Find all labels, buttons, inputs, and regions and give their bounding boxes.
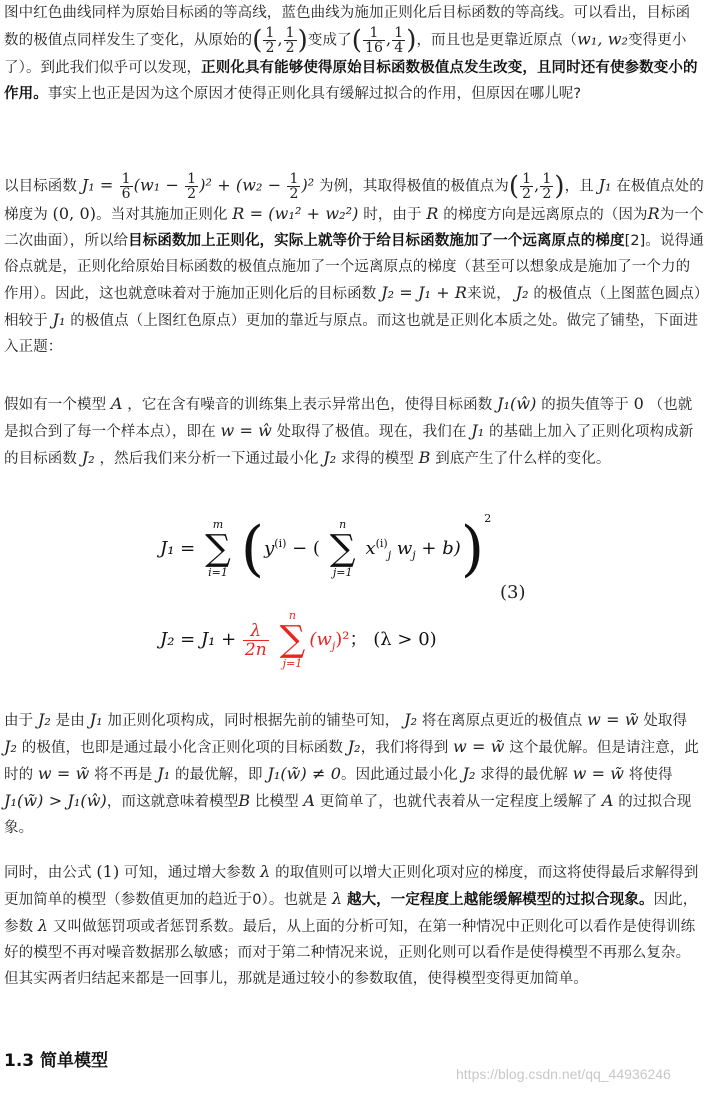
bold-conclusion: 正则化具有能够使得原始目标函数极值点发生改变，且同时还有使参数变小的作用。 <box>4 60 698 102</box>
bold-lambda-claim: 越大，一定程度上越能缓解模型的过拟合现象。 <box>346 892 654 908</box>
paragraph-model-a: 假如有一个模型 A ，它在含有噪音的训练集上表示异常出色，使得目标函数 J₁(ŵ) 的损失值等于 0 （也就是拟合到了每一个样本点），即在 w = ŵ 处取得了极值。现在，我们在 J₁ 的基础上加入了正则化项构成新的目标函数 J₂ ，然后我们来分析一下通过最小化 J₂ 求得的模型 B 到底产生了什么样的变化。 <box>4 394 694 467</box>
fraction: $\frac{1}{2}$ <box>265 25 275 56</box>
watermark: https://blog.csdn.net/qq_44936246 <box>456 1066 671 1082</box>
paragraph-lambda: 同时，由公式 (1) 可知，通过增大参数 λ 的取值则可以增大正则化项对应的梯度，而这将使得最后求解得到更加简单的模型（参数值更加的趋近于0）。也就是 λ 越大，一定程度上越能缓解模型的过拟合现象。因此，参数 λ 又叫做惩罚项或者惩罚系数。最后，从上面的分析可知，在第一种情况中正则化可以看作是使得训练好的模型不再对噪音数据那么敏感；而对于第二种情况来说，正则化则可以看作是使得模型不再那么复杂。但其实两者归结起来都是一回事儿，那就是通过较小的参数取值，使得模型变得更加简单。 <box>4 862 699 987</box>
bold-gradient-claim: 目标函数加上正则化，实际上就等价于给目标函数施加了一个远离原点的梯度 <box>128 233 625 249</box>
section-heading: 1.3 简单模型 <box>4 1051 109 1071</box>
paragraph-contour-change: 图中红色曲线同样为原始目标函的等高线，蓝色曲线为施加正则化后目标函数的等高线。可以看出，目标函数的极值点同样发生了变化，从原始的( $\frac{1}{2}$ , $\frac{1}{2}$ )变成了( $\frac{1}{16}$ , $\frac{1}{4}$ )，而且也是更靠近原点（w₁, w₂变得更小了）。到此我们似乎可以发现，正则化具有能够使得原始目标函数极值点发生改变，且同时还有使参数变小的作用。事实上也正是因为这个原因才使得正则化具有缓解过拟合的作用，但原因在哪儿呢? <box>4 5 698 102</box>
paragraph-example-objective: 以目标函数 J₁ = $\frac{1}{6}$ (w₁ − $\frac{1}{2}$ )² + (w₂ − $\frac{1}{2}$ )² 为例，其取得极值的极值点为( $\frac{1}{2}$ , $\frac{1}{2}$ )，且 J₁ 在极值点处的梯度为 (0, 0)。当对其施加正则化 R = (w₁² + w₂²) 时，由于 R 的梯度方向是远离原点的（因为R为一个二次曲面），所以给目标函数加上正则化，实际上就等价于给目标函数施加了一个远离原点的梯度[2]。说得通俗点就是，正则化给原始目标函数的极值点施加了一个远离原点的梯度（甚至可以想象成是施加了一个力的作用）。因此，这也就意味着对于施加正则化后的目标函数 J₂ = J₁ + R来说， J₂ 的极值点（上图蓝色圆点）相较于 J₁ 的极值点（上图红色原点）更加的靠近与原点。而这也就是正则化本质之处。做完了铺垫，下面进入正题： <box>4 171 704 355</box>
summation-symbol: n ∑ j=1 <box>329 518 356 579</box>
equation-j1: J₁ = m ∑ i=1 ($y^{(i)}$ − ( n ∑ j=1 $x^{(i)}_j$ $w_j + b))^2$ <box>160 512 492 584</box>
paragraph-j2-minimum: 由于 J₂ 是由 J₁ 加正则化项构成，同时根据先前的铺垫可知， J₂ 将在离原点更近的极值点 w = w̃ 处取得 J₂ 的极值，也即是通过最小化含正则化项的目标函数 J₂，我们将得到 w = w̃ 这个最优解。但是请注意，此时的 w = w̃ 将不再是 J₁ 的最优解，即 J₁(w̃) ≠ 0。因此通过最小化 J₂ 求得的最优解 w = w̃ 将使得 J₁(w̃) > J₁(ŵ)，而这就意味着模型B 比模型 A 更简单了，也就代表着从一定程度上缓解了 A 的过拟合现象。 <box>4 710 700 836</box>
equation-number: (3) <box>500 582 526 603</box>
summation-symbol: n ∑ j=1 <box>279 609 306 670</box>
fraction: $\frac{1}{2}$ <box>285 25 295 56</box>
equation-j2: J₂ = J₁ + $\frac{\lambda}{2n}$ n ∑ j=1 $(w_j)^2$； (λ > 0) <box>160 609 437 670</box>
summation-symbol: m ∑ i=1 <box>205 518 231 579</box>
fraction: $\frac{1}{4}$ <box>394 25 404 56</box>
lambda-fraction: $\frac{\lambda}{2n}$ <box>244 620 267 660</box>
fraction: $\frac{1}{16}$ <box>364 25 383 56</box>
